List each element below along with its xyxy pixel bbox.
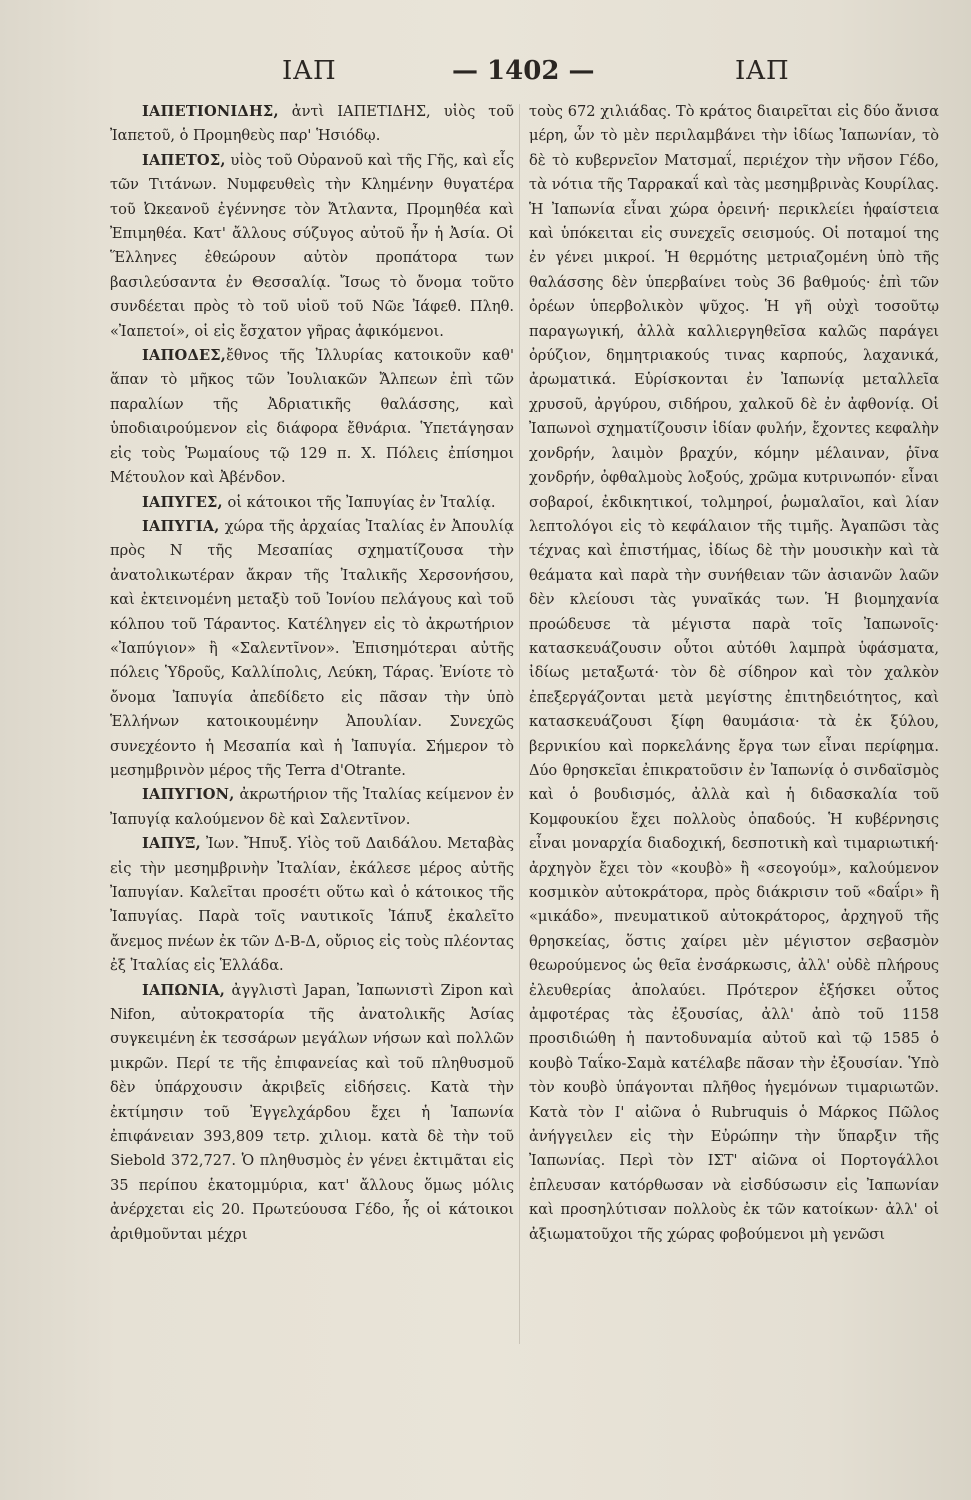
entry-headword: ΙΑΠΕΤΟΣ, <box>142 151 226 169</box>
entry-iapygion <box>110 783 514 832</box>
entry-text: ἔθνος τῆς Ἰλλυρίας κατοικοῦν καθ' ἅπαν τὸ μῆκος τῶν Ἰουλιακῶν Ἄλπεων ἐπὶ τῶν παραλίων τῆς Ἀδριατικῆς θαλάσσης, καὶ ὑποδιαιρούμενον εἰς διάφορα ἔθνάρια. Ὑπετάγησαν εἰς τοὺς Ῥωμαίους τῷ 129 π. Χ. Πόλεις ἐπίσημοι Μέτουλον καὶ Ἀβένδον. <box>110 347 514 487</box>
entry-headword: ΙΑΠΥΞ, <box>142 835 201 853</box>
column-divider <box>519 104 520 1344</box>
left-column <box>110 100 514 1247</box>
entry-headword: ΙΑΠΥΓΙΟΝ, <box>142 786 235 804</box>
entry-headword: ΙΑΠΩΝΙΑ, <box>142 981 226 999</box>
entry-text: ἀγγλιστὶ Japan, Ἰαπωνιστὶ Zipon καὶ Nifon, αὐτοκρατορία τῆς ἀνατολικῆς Ἀσίας συγκειμένη ἐκ τεσσάρων μεγάλων νήσων καὶ πολλῶν μικρῶν. Περί τε τῆς ἐπιφανείας καὶ τοῦ πληθυσμοῦ δὲν ὑπάρχουσιν ἀκριβεῖς εἰδήσεις. Κατὰ τὴν ἐκτίμησιν τοῦ Ἐγγελχάρδου ἔχει ἡ Ἰαπωνία ἐπιφάνειαν 393,809 τετρ. χιλιομ. κατὰ δὲ τὴν τοῦ Siebold 372,727. Ὁ πληθυσμὸς ἐν γένει ἐκτιμᾶται εἰς 35 περίπου ἑκατομμύρια, κατ' ἄλλους ὅμως μόλις ἀνέρχεται εἰς 20. Πρωτεύουσα Γέδο, ἧς οἱ κάτοικοι ἀριθμοῦνται μέχρι <box>110 981 514 1243</box>
entry-iaponia <box>110 979 514 1247</box>
entry-headword: ΙΑΠΥΓΙΑ, <box>142 517 220 535</box>
entry-iapetionides <box>110 100 514 149</box>
running-head-left: ΙΑΠ <box>282 56 337 86</box>
entry-text: ἀντὶ ΙΑΠΕΤΙΔΗΣ, υἱὸς τοῦ Ἰαπετοῦ, ὁ Προμηθεὺς παρ' Ἡσιόδῳ. <box>110 103 514 145</box>
entry-iapodes <box>110 344 514 490</box>
entry-headword: ΙΑΠΥΓΕΣ, <box>142 493 223 511</box>
entry-iapyges <box>110 491 514 515</box>
entry-text: υἱὸς τοῦ Οὐρανοῦ καὶ τῆς Γῆς, καὶ εἷς τῶν Τιτάνων. Νυμφευθεὶς τὴν Κλημένην θυγατέρα τοῦ Ὠκεανοῦ ἐγέννησε τὸν Ἄτλαντα, Προμηθέα καὶ Ἐπιμηθέα. Κατ' ἄλλους σύζυγος αὐτοῦ ἦν ἡ Ἀσία. Οἱ Ἕλληνες ἐθεώρουν αὐτὸν προπάτορα των βασιλεύσαντα ἐν Θεσσαλίᾳ. Ἴσως τὸ ὄνομα τοῦτο συνδέεται πρὸς τὸ τοῦ υἱοῦ τοῦ Νῶε Ἰάφεθ. Πληθ. «Ἰαπετοί», οἱ εἰς ἔσχατον γῆρας ἀφικόμενοι. <box>110 151 514 340</box>
entry-iapetos <box>110 149 514 344</box>
entry-text: οἱ κάτοικοι τῆς Ἰαπυγίας ἐν Ἰταλίᾳ. <box>222 493 496 511</box>
entry-headword: ΙΑΠΕΤΙΟΝΙΔΗΣ, <box>142 103 279 120</box>
entry-iaponia-continued: τοὺς 672 χιλιάδας. Τὸ κράτος διαιρεῖται εἰς δύο ἄνισα μέρη, ὧν τὸ μὲν περιλαμβάνει τὴν ἰδίως Ἰαπωνίαν, τὸ δὲ τὸ κυβερνεῖον Ματσμαΐ, περιέχον τὴν νῆσον Γέδο, τὰ νότια τῆς Ταρρακαΐ καὶ τὰς μεσημβρινὰς Κουρίλας. Ἡ Ἰαπωνία εἶναι χώρα ὀρεινή· περικλείει ἡφαίστεια καὶ ὑπόκειται εἰς συνεχεῖς σεισμούς. Οἱ ποταμοί της ἐν γένει μικροί. Ἡ θερμότης μετριαζομένη ὑπὸ τῆς θαλάσσης δὲν ὑπερβαίνει τοὺς 36 βαθμούς· ἐπὶ τῶν ὀρέων ὑπερβολικὸν ψῦχος. Ἡ γῆ οὐχὶ τοσοῦτῳ παραγωγική, ἀλλὰ καλλιεργηθεῖσα καλῶς παράγει ὀρύζιον, δημητριακούς τινας καρπούς, λαχανικά, ἀρωματικά. Εὑρίσκονται ἐν Ἰαπωνίᾳ μεταλλεῖα χρυσοῦ, ἀργύρου, σιδήρου, χαλκοῦ δὲ ἐν ἀφθονίᾳ. Οἱ Ἰαπωνοὶ σχηματίζουσιν ἰδίαν φυλήν, ἔχοντες κεφαλὴν χονδρήν, λαιμὸν βραχύν, κόμην μέλαιναν, ῥῖνα χονδρήν, ὀφθαλμοὺς λοξούς, χρῶμα κυτρινωπόν· εἶναι σοβαροί, ἐκδικητικοί, τολμηροί, ῥωμαλαῖοι, καὶ λίαν λεπτολόγοι εἰς τὸ κεφάλαιον τῆς τιμῆς. Ἀγαπῶσι τὰς τέχνας καὶ ἐπιστήμας, ἰδίως δὲ τὴν μουσικὴν καὶ τὰ θεάματα καὶ παρὰ τὴν συνήθειαν τῶν ἀσιανῶν λαῶν δὲν κλείουσι τὰς γυναῖκάς των. Ἡ βιομηχανία προώδευσε τὰ μέγιστα παρὰ τοῖς Ἰαπωνοῖς· κατασκευάζουσιν οὗτοι αὐτόθι λαμπρὰ ὑφάσματα, ἰδίως μεταξωτά· τὸν δὲ σίδηρον καὶ τὸν χαλκὸν ἐπεξεργάζονται μετὰ μεγίστης ἐπιτηδειότητος, καὶ κατασκευάζουσι ξίφη θαυμάσια· τὰ ἐκ ξύλου, βερνικίου καὶ πορκελάνης ἔργα των εἶναι περίφημα. Δύο θρησκεῖαι ἐπικρατοῦσιν ἐν Ἰαπωνίᾳ ὁ σινδαϊσμὸς καὶ ὁ βουδισμός, ἀλλὰ καὶ ἡ διδασκαλία τοῦ Κομφουκίου ἔχει πολλοὺς ὀπαδούς. Ἡ κυβέρνησις εἶναι μοναρχία διαδοχική, δεσποτικὴ καὶ τιμαριωτική· ἀρχηγὸν ἔχει τὸν «κουβὸ» ἢ «σεογούμ», καλούμενον κοσμικὸν αὐτοκράτορα, πρὸς διάκρισιν τοῦ «δαΐρι» ἢ «μικάδο», πνευματικοῦ αὐτοκράτορος, ἀρχηγοῦ τῆς θρησκείας, ὅστις χαίρει μὲν μέγιστον σεβασμὸν θεωρούμενος ὡς θεῖα ἐνσάρκωσις, ἀλλ' οὐδὲ πλήρους ἐλευθερίας ἀπολαύει. Πρότερον ἐξήσκει οὗτος ἀμφοτέρας τὰς ἐξουσίας, ἀλλ' ἀπὸ τοῦ 1158 προσιδιώθη ἡ παντοδυναμία αὐτοῦ καὶ τῷ 1585 ὁ κουβὸ Ταΐκο-Σαμὰ κατέλαβε πᾶσαν τὴν ἐξουσίαν. Ὑπὸ τὸν κουβὸ ὑπάγονται πλῆθος ἡγεμόνων τιμαριωτῶν. Κατὰ τὸν Ι' αἰῶνα ὁ Rubruquis ὁ Μάρκος Πῶλος ἀνήγγειλεν εἰς τὴν Εὐρώπην τὴν ὕπαρξιν τῆς Ἰαπωνίας. Περὶ τὸν ΙΣΤ' αἰῶνα οἱ Πορτογάλλοι ἐπλευσαν κατόρθωσαν νὰ εἰσδύσωσιν εἰς Ἰαπωνίαν καὶ προσηλύτισαν πολλοὺς ἐκ τῶν κατοίκων· ἀλλ' οἱ ἀξιωματοῦχοι τῆς χώρας φοβούμενοι μὴ γενῶσι <box>529 103 939 1243</box>
page-header <box>0 56 971 92</box>
entry-iapyx <box>110 832 514 978</box>
page-number: — 1402 — <box>452 56 595 86</box>
entry-text: χώρα τῆς ἀρχαίας Ἰταλίας ἐν Ἀπουλίᾳ πρὸς Ν τῆς Μεσαπίας σχηματίζουσα τὴν ἀνατολικωτέραν ἄκραν τῆς Ἰταλικῆς Χερσονήσου, καὶ ἐκτεινομένη μεταξὺ τοῦ Ἰονίου πελάγους καὶ τοῦ κόλπου τοῦ Τάραντος. Κατέληγεν εἰς τὸ ἀκρωτήριον «Ἰαπύγιον» ἢ «Σαλεντῖνον». Ἐπισημότεραι αὐτῆς πόλεις Ὑδροῦς, Καλλίπολις, Λεύκη, Τάρας. Ἐνίοτε τὸ ὄνομα Ἰαπυγία ἀπεδίδετο εἰς πᾶσαν τὴν ὑπὸ Ἑλλήνων κατοικουμένην Ἀπουλίαν. Συνεχῶς συνεχέοντο ἡ Μεσαπία καὶ ἡ Ἰαπυγία. Σήμερον τὸ μεσημβρινὸν μέρος τῆς Terra d'Otrante. <box>110 517 514 779</box>
entry-text: Ἰων. Ἤπυξ. Υἱὸς τοῦ Δαιδάλου. Μεταβὰς εἰς τὴν μεσημβρινὴν Ἰταλίαν, ἐκάλεσε μέρος αὐτῆς Ἰαπυγίαν. Καλεῖται προσέτι οὕτω καὶ ὁ κάτοικος τῆς Ἰαπυγίας. Παρὰ τοῖς ναυτικοῖς Ἰάπυξ ἐκαλεῖτο ἄνεμος πνέων ἐκ τῶν Δ-Β-Δ, οὔριος εἰς τοὺς πλέοντας ἐξ Ἰταλίας εἰς Ἑλλάδα. <box>110 835 514 975</box>
entry-text: ἀκρωτήριον τῆς Ἰταλίας κείμενον ἐν Ἰαπυγίᾳ καλούμενον δὲ καὶ Σαλεντῖνον. <box>110 786 514 828</box>
entry-headword: ΙΑΠΟΔΕΣ, <box>142 347 227 365</box>
right-column <box>529 100 939 1247</box>
entry-iapygia <box>110 515 514 783</box>
running-head-right: ΙΑΠ <box>735 56 790 86</box>
